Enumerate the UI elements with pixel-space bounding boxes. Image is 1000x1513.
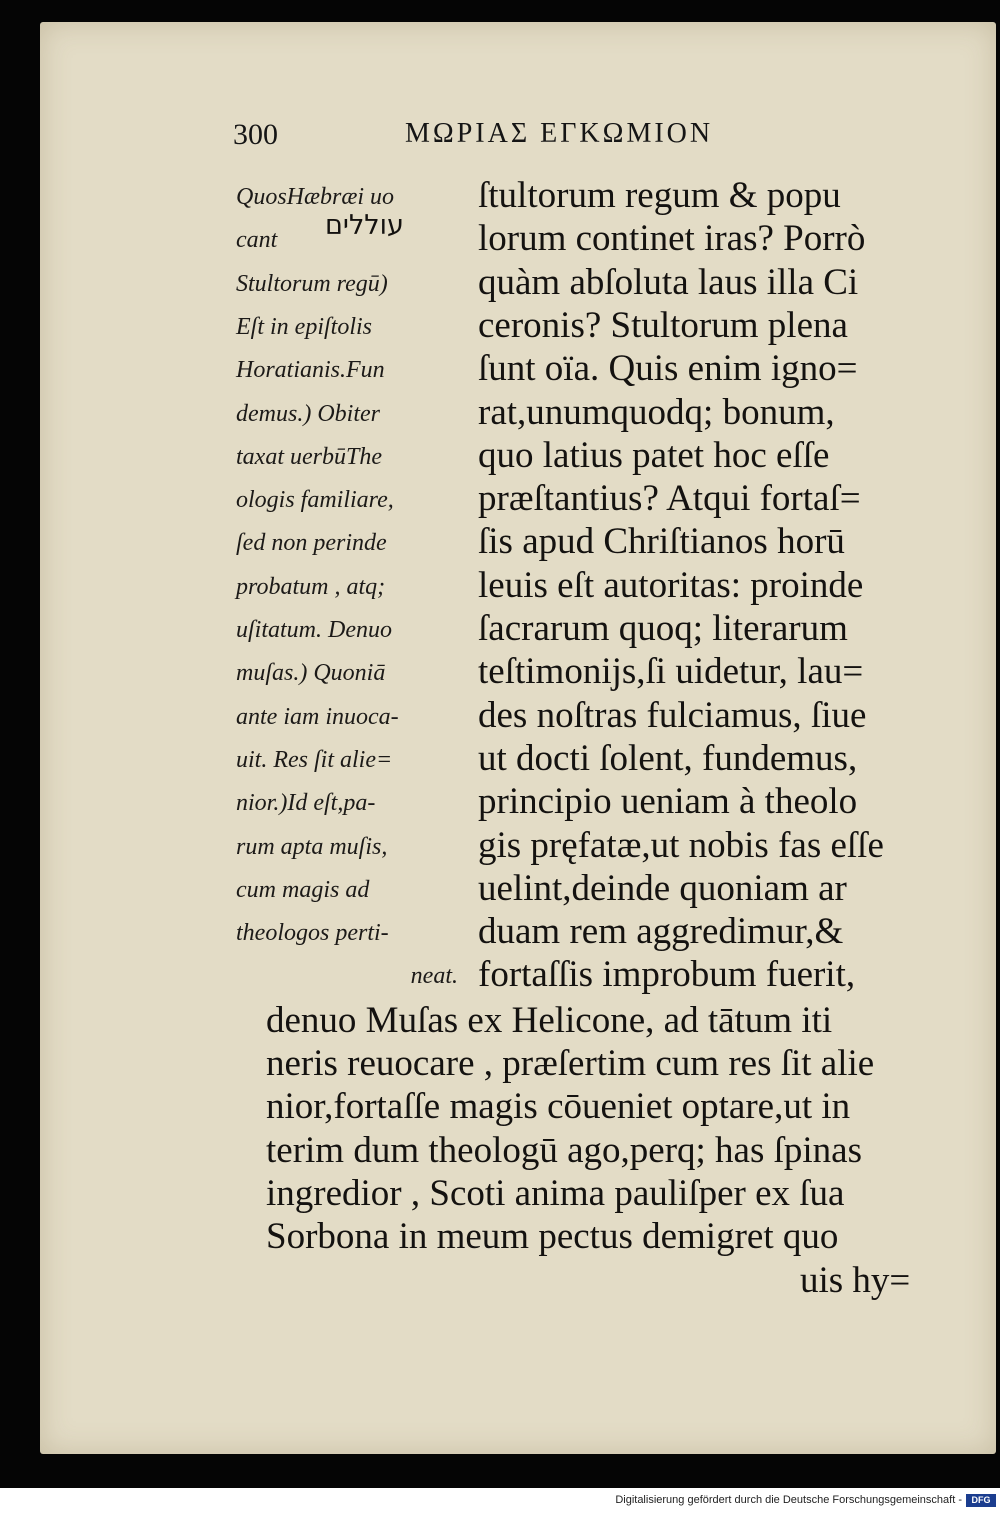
margin-note-line: muſas.) Quoniā xyxy=(236,660,386,687)
full-width-text-line: neris reuocare , præſertim cum res ſit alie xyxy=(266,1043,875,1084)
full-width-text-line: nior,fortaſſe magis cōueniet optare,ut in xyxy=(266,1086,851,1128)
margin-note-line: probatum , atq; xyxy=(236,573,386,600)
digitization-footer xyxy=(0,1488,1000,1513)
main-text-line: ut docti ſolent, fundemus, xyxy=(478,737,858,779)
main-text-line: des noſtras fulciamus, ſiue xyxy=(478,694,867,736)
main-text-line: leuis eſt autoritas: proinde xyxy=(478,564,864,606)
margin-note-line: neat. xyxy=(410,963,458,990)
main-text-line: quàm abſoluta laus illa Ci xyxy=(478,261,859,303)
running-title: ΜΩΡΙΑΣ ΕΓΚΩΜΙΟΝ xyxy=(405,118,714,149)
main-text-line: quo latius patet hoc eſſe xyxy=(478,434,830,476)
margin-note-line: Stultorum regū) xyxy=(236,270,388,297)
main-text-line: uelint,deinde quoniam ar xyxy=(478,867,847,909)
main-text-line: lorum continet iras? Porrò xyxy=(478,218,866,260)
full-width-text-line: uis hy= xyxy=(800,1259,911,1301)
full-width-text-line: Sorbona in meum pectus demigret quo xyxy=(266,1216,839,1258)
margin-note-line: uſitatum. Denuo xyxy=(236,617,392,643)
main-text-line: fortaſſis improbum fuerit, xyxy=(478,954,856,996)
hebrew-word: עוללים xyxy=(325,210,404,241)
margin-note-line: Horatianis.Fun xyxy=(236,357,385,384)
margin-note-line: ſed non perinde xyxy=(236,530,387,557)
main-text-line: præſtantius? Atqui fortaſ= xyxy=(478,478,861,520)
margin-note-line: demus.) Obiter xyxy=(236,400,380,427)
main-text-line: ſis apud Chriſtianos horū xyxy=(478,521,845,563)
margin-note-line: Eſt in epiſtolis xyxy=(236,313,372,340)
full-width-text-line: ingredior , Scoti anima pauliſper ex ſua xyxy=(266,1172,845,1214)
margin-note-line: taxat uerbūThe xyxy=(236,443,382,470)
margin-note-line: cum magis ad xyxy=(236,876,370,903)
margin-note-line: ologis familiare, xyxy=(236,487,394,514)
main-text-line: principio ueniam à theolo xyxy=(478,781,858,823)
margin-note-line: theologos perti- xyxy=(236,920,389,947)
main-text-line: ceronis? Stultorum plena xyxy=(478,304,848,346)
full-width-text-line: denuo Muſas ex Helicone, ad tātum iti xyxy=(266,999,833,1041)
main-text-line: teſtimonijs,ſi uidetur, lau= xyxy=(478,651,864,693)
margin-note-line: ante iam inuoca- xyxy=(236,703,399,730)
main-text-line: ſunt oïa. Quis enim igno= xyxy=(478,348,858,390)
margin-note-line: cant xyxy=(236,227,278,254)
page-number: 300 xyxy=(233,118,278,151)
main-text-line: rat,unumquodq; bonum, xyxy=(478,391,835,433)
margin-note-line: nior.)Id eſt,pa- xyxy=(236,790,376,817)
main-text-line: gis pręfatæ,ut nobis fas eſſe xyxy=(478,824,884,866)
full-width-text-line: terim dum theologū ago,perq; has ſpinas xyxy=(266,1129,862,1171)
main-text-line: duam rem aggredimur,& xyxy=(478,911,844,953)
book-page xyxy=(40,22,996,1454)
margin-note-line: rum apta muſis, xyxy=(236,833,388,860)
margin-note-line: uit. Res ſit alie= xyxy=(236,746,393,773)
dfg-logo: DFG xyxy=(966,1494,996,1507)
margin-note-line: QuosHæbræi uo xyxy=(236,184,395,210)
main-text-line: ſtultorum regum & popu xyxy=(478,175,841,216)
footer-text: Digitalisierung gefördert durch die Deutsche Forschungsgemeinschaft - xyxy=(615,1494,962,1506)
main-text-line: ſacrarum quoq; literarum xyxy=(478,608,848,649)
